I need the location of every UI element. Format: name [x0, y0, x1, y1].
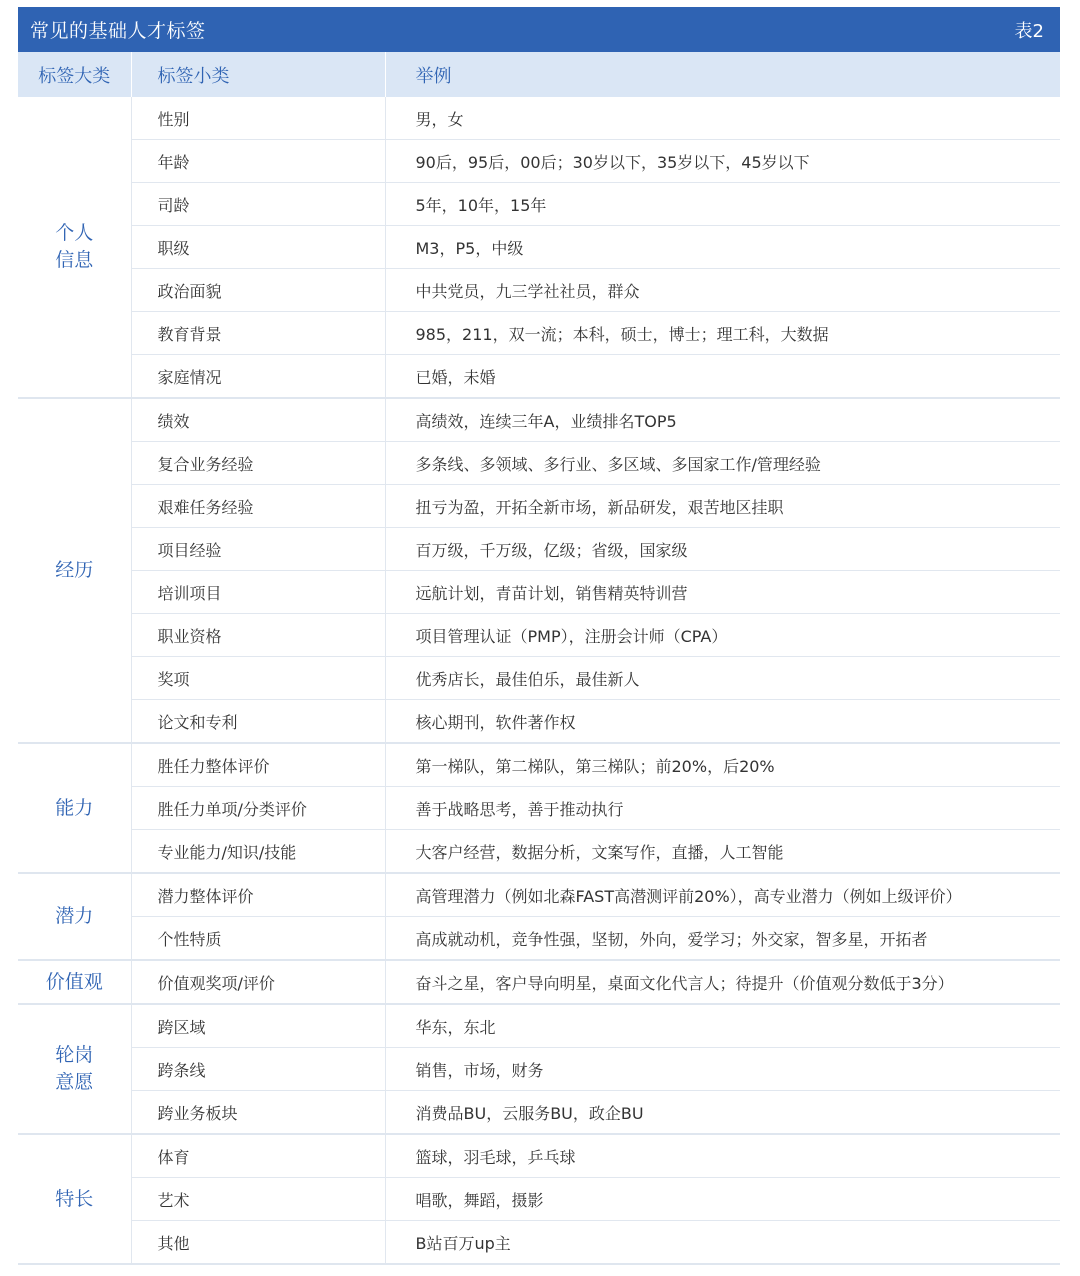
subcategory-cell: 专业能力/知识/技能	[131, 830, 385, 874]
col-header-example: 举例	[385, 52, 1060, 97]
example-cell: 已婚，未婚	[385, 355, 1060, 399]
talent-tag-table	[18, 52, 1061, 1265]
table-row	[18, 97, 1060, 140]
example-cell: 5年，10年，15年	[385, 183, 1060, 226]
example-cell: 扭亏为盈，开拓全新市场，新品研发，艰苦地区挂职	[385, 485, 1060, 528]
subcategory-cell: 家庭情况	[131, 355, 385, 399]
table-row	[18, 960, 1060, 1004]
table-row	[18, 1004, 1060, 1048]
subcategory-cell: 跨条线	[131, 1048, 385, 1091]
table-row	[18, 700, 1060, 744]
table-row	[18, 442, 1060, 485]
table-row	[18, 830, 1060, 874]
subcategory-cell: 胜任力整体评价	[131, 743, 385, 787]
category-label: 经历	[55, 559, 94, 581]
category-label: 信息	[55, 249, 94, 271]
table-row	[18, 528, 1060, 571]
subcategory-cell: 培训项目	[131, 571, 385, 614]
subcategory-cell: 艺术	[131, 1178, 385, 1221]
subcategory-cell: 司龄	[131, 183, 385, 226]
subcategory-cell: 体育	[131, 1134, 385, 1178]
category-cell	[18, 1134, 131, 1264]
subcategory-cell: 论文和专利	[131, 700, 385, 744]
example-cell: 高绩效，连续三年A，业绩排名TOP5	[385, 398, 1060, 442]
table-row	[18, 355, 1060, 399]
subcategory-cell: 其他	[131, 1221, 385, 1265]
example-cell: 985，211，双一流；本科，硕士，博士；理工科，大数据	[385, 312, 1060, 355]
category-label: 潜力	[55, 905, 94, 927]
subcategory-cell: 项目经验	[131, 528, 385, 571]
subcategory-cell: 绩效	[131, 398, 385, 442]
example-cell: 90后，95后，00后；30岁以下，35岁以下，45岁以下	[385, 140, 1060, 183]
table-row	[18, 1091, 1060, 1135]
table-row	[18, 743, 1060, 787]
example-cell: 华东，东北	[385, 1004, 1060, 1048]
table-row	[18, 1048, 1060, 1091]
subcategory-cell: 复合业务经验	[131, 442, 385, 485]
subcategory-cell: 价值观奖项/评价	[131, 960, 385, 1004]
table-row	[18, 312, 1060, 355]
category-label: 个人	[55, 222, 94, 244]
category-label: 价值观	[45, 970, 103, 993]
table-body	[18, 97, 1060, 1264]
table-row	[18, 657, 1060, 700]
category-cell	[18, 743, 131, 873]
header-row	[18, 52, 1060, 97]
col-header-category: 标签大类	[18, 52, 131, 97]
table-row	[18, 787, 1060, 830]
example-cell: B站百万up主	[385, 1221, 1060, 1265]
category-label: 意愿	[55, 1071, 94, 1093]
example-cell: 高管理潜力（例如北森FAST高潜测评前20%），高专业潜力（例如上级评价）	[385, 873, 1060, 917]
table-row	[18, 140, 1060, 183]
table-number: 表2	[1014, 20, 1044, 42]
subcategory-cell: 个性特质	[131, 917, 385, 961]
category-cell	[18, 960, 131, 1004]
example-cell: 奋斗之星，客户导向明星，桌面文化代言人；待提升（价值观分数低于3分）	[385, 960, 1060, 1004]
category-cell	[18, 1004, 131, 1134]
example-cell: 中共党员，九三学社社员，群众	[385, 269, 1060, 312]
tag-table-card	[18, 7, 1060, 1265]
table-row	[18, 571, 1060, 614]
example-cell: 高成就动机，竞争性强，坚韧，外向，爱学习；外交家，智多星，开拓者	[385, 917, 1060, 961]
example-cell: 善于战略思考，善于推动执行	[385, 787, 1060, 830]
subcategory-cell: 职级	[131, 226, 385, 269]
example-cell: 男，女	[385, 97, 1060, 140]
subcategory-cell: 潜力整体评价	[131, 873, 385, 917]
col-header-subcategory: 标签小类	[131, 52, 385, 97]
table-row	[18, 873, 1060, 917]
category-label: 轮岗	[55, 1044, 94, 1066]
category-cell	[18, 873, 131, 960]
table-row	[18, 917, 1060, 961]
subcategory-cell: 性别	[131, 97, 385, 140]
category-label: 能力	[55, 796, 94, 819]
title-bar	[18, 7, 1060, 52]
example-cell: 唱歌，舞蹈，摄影	[385, 1178, 1060, 1221]
subcategory-cell: 奖项	[131, 657, 385, 700]
table-row	[18, 269, 1060, 312]
table-row	[18, 614, 1060, 657]
example-cell: 篮球，羽毛球，乒乓球	[385, 1134, 1060, 1178]
example-cell: 优秀店长，最佳伯乐，最佳新人	[385, 657, 1060, 700]
category-cell	[18, 398, 131, 743]
subcategory-cell: 胜任力单项/分类评价	[131, 787, 385, 830]
example-cell: 大客户经营，数据分析，文案写作，直播，人工智能	[385, 830, 1060, 874]
example-cell: 第一梯队，第二梯队，第三梯队；前20%，后20%	[385, 743, 1060, 787]
example-cell: 远航计划，青苗计划，销售精英特训营	[385, 571, 1060, 614]
category-cell	[18, 97, 131, 398]
subcategory-cell: 教育背景	[131, 312, 385, 355]
table-row	[18, 485, 1060, 528]
subcategory-cell: 跨区域	[131, 1004, 385, 1048]
example-cell: M3，P5，中级	[385, 226, 1060, 269]
subcategory-cell: 年龄	[131, 140, 385, 183]
subcategory-cell: 政治面貌	[131, 269, 385, 312]
table-row	[18, 226, 1060, 269]
table-row	[18, 1134, 1060, 1178]
example-cell: 核心期刊，软件著作权	[385, 700, 1060, 744]
subcategory-cell: 职业资格	[131, 614, 385, 657]
example-cell: 消费品BU，云服务BU，政企BU	[385, 1091, 1060, 1135]
example-cell: 项目管理认证（PMP），注册会计师（CPA）	[385, 614, 1060, 657]
table-row	[18, 1221, 1060, 1265]
table-row	[18, 183, 1060, 226]
subcategory-cell: 艰难任务经验	[131, 485, 385, 528]
example-cell: 销售，市场，财务	[385, 1048, 1060, 1091]
example-cell: 百万级，千万级，亿级；省级，国家级	[385, 528, 1060, 571]
table-row	[18, 398, 1060, 442]
example-cell: 多条线、多领域、多行业、多区域、多国家工作/管理经验	[385, 442, 1060, 485]
subcategory-cell: 跨业务板块	[131, 1091, 385, 1135]
table-row	[18, 1178, 1060, 1221]
table-title: 常见的基础人才标签	[30, 20, 206, 42]
category-label: 特长	[55, 1187, 94, 1210]
